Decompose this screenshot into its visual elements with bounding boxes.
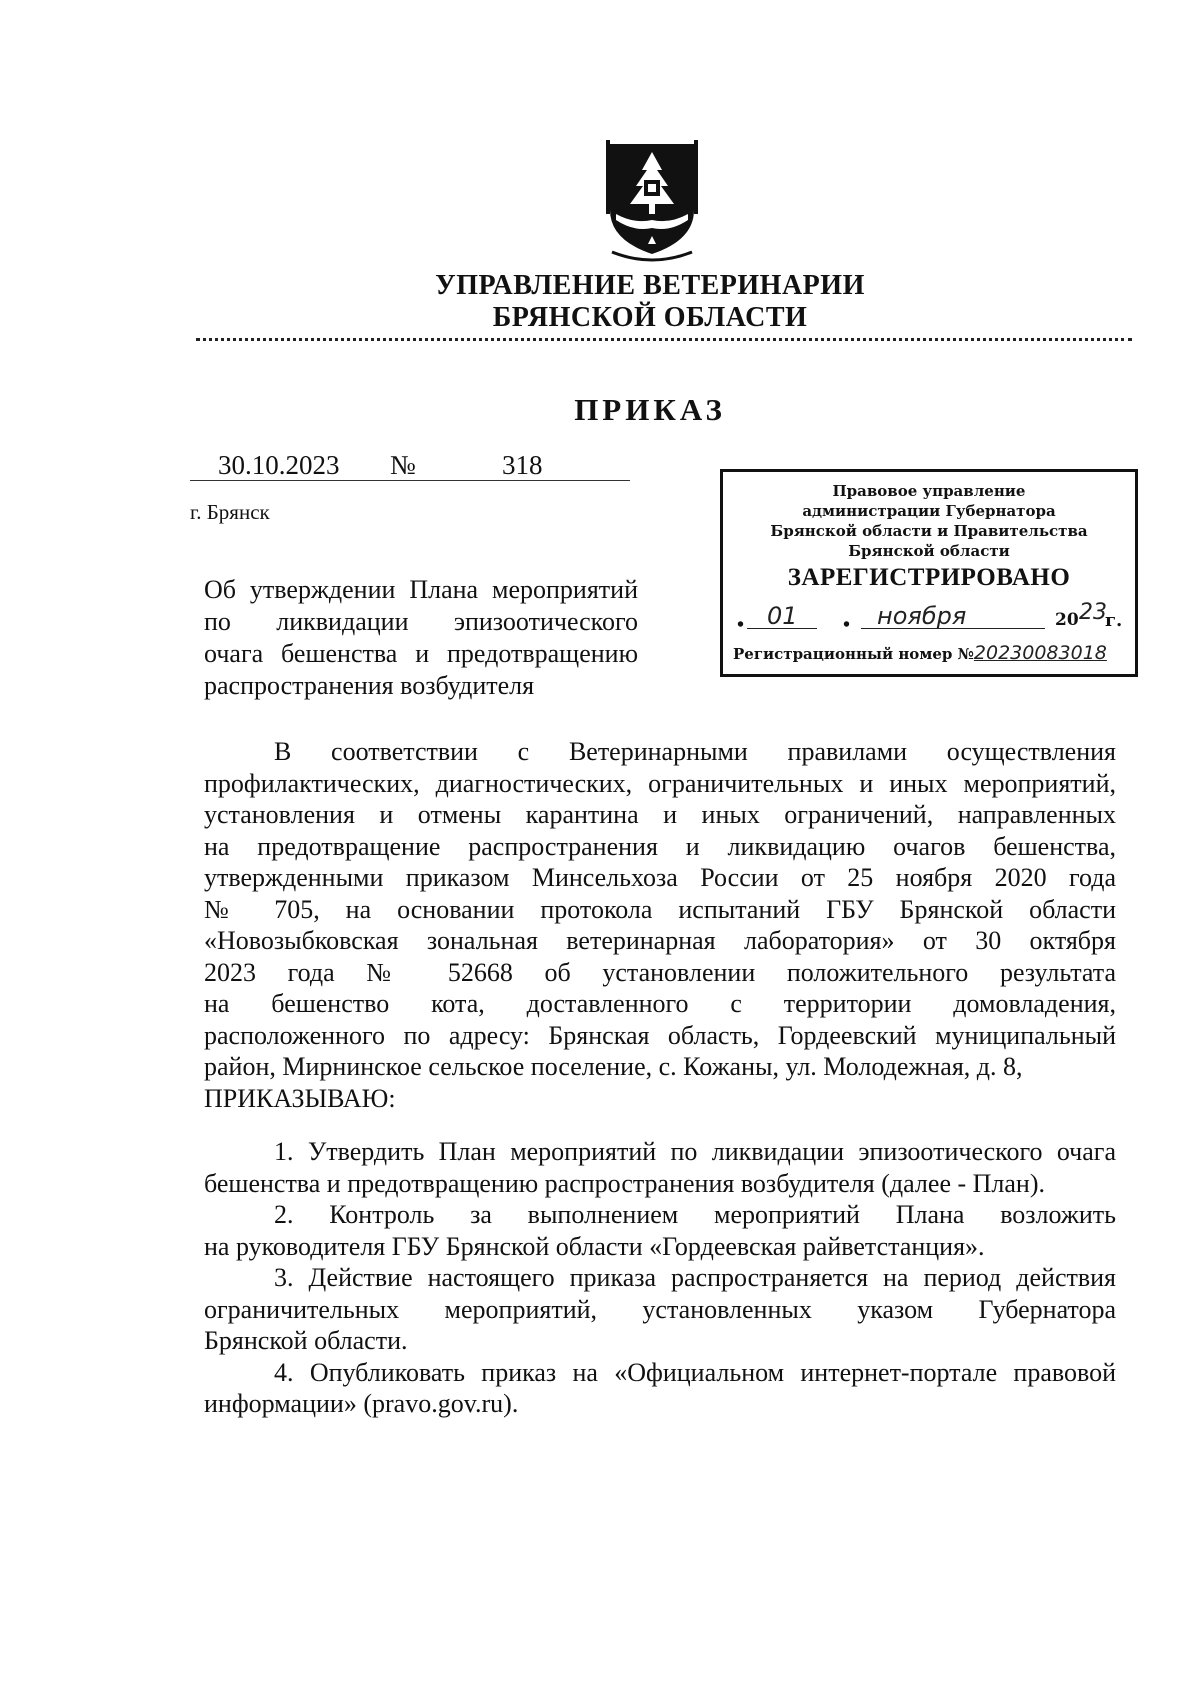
stamp-registered: ЗАРЕГИСТРИРОВАНО: [787, 564, 1071, 591]
order-item-2-line: 2. Контроль за выполнением мероприятий Плана возложить: [274, 1200, 1116, 1229]
stamp-registration-number: [733, 642, 1129, 664]
paragraph-line: ПРИКАЗЫВАЮ:: [204, 1083, 396, 1113]
stamp-day: 01: [767, 602, 798, 630]
stamp-line: администрации Губернатора: [802, 502, 1056, 520]
subject-line: распространения возбудителя: [204, 671, 535, 700]
organization-name-line2: БРЯНСКОЙ ОБЛАСТИ: [492, 302, 808, 333]
stamp-month: ноября: [877, 602, 967, 630]
stamp-date-row: • 01 • ноября 20 23 г.: [737, 600, 1123, 636]
order-item-4-line: 4. Опубликовать приказ на «Официальном интернет-портале правовой: [274, 1357, 1116, 1387]
registration-stamp: [720, 469, 1138, 677]
paragraph-line: профилактических, диагностических, ограничительных и иных мероприятий,: [204, 768, 1116, 798]
number-sign: №: [390, 450, 416, 480]
paragraph-line: утвержденными приказом Минсельхоза России от 25 ноября 2020 года: [204, 863, 1116, 892]
stamp-year-prefix: 20: [1055, 610, 1079, 630]
subject-line: Об утверждении Плана мероприятий: [204, 575, 638, 604]
stamp-regnum-value: 20230083018: [973, 642, 1107, 664]
organization-name-line1: УПРАВЛЕНИЕ ВЕТЕРИНАРИИ: [435, 270, 865, 301]
preamble-paragraph: [204, 736, 1116, 1114]
document-subject: [204, 574, 638, 702]
paragraph-line: установления и отмены карантина и иных ограничений, направленных: [204, 800, 1116, 829]
subject-line: по ликвидации эпизоотического: [204, 607, 638, 636]
document-number: 318: [502, 450, 543, 480]
order-item-1-line: бешенства и предотвращению распространения возбудителя (далее - План).: [204, 1168, 1046, 1198]
order-item-3-line: 3. Действие настоящего приказа распространяется на период действия: [274, 1263, 1116, 1292]
paragraph-line: «Новозыбковская зональная ветеринарная лаборатория» от 30 октября: [204, 926, 1116, 955]
stamp-line: Брянской области и Правительства: [770, 522, 1088, 540]
date-number-row: [190, 450, 640, 484]
paragraph-line: № 705, на основании протокола испытаний ГБУ Брянской области: [204, 894, 1116, 924]
order-items: [204, 1136, 1116, 1420]
subject-line: очага бешенства и предотвращению: [204, 639, 638, 668]
paragraph-line: 2023 года № 52668 об установлении положительного результата: [204, 957, 1116, 987]
coat-of-arms-icon: [604, 140, 700, 268]
date-number-underline: [190, 480, 630, 481]
stamp-year-unit: г.: [1105, 610, 1123, 631]
paragraph-line: на предотвращение распространения и ликвидацию очагов бешенства,: [204, 831, 1116, 861]
paragraph-line: расположенного по адресу: Брянская область, Гордеевский муниципальный: [204, 1020, 1116, 1050]
order-item-3-line: Брянской области.: [204, 1326, 408, 1355]
order-item-2-line: на руководителя ГБУ Брянской области «Гордеевская райветстанция».: [204, 1231, 985, 1261]
stamp-year-suffix: 23: [1079, 600, 1107, 625]
document-date: 30.10.2023: [218, 450, 340, 480]
header-divider: [196, 338, 1132, 341]
document-title: ПРИКАЗ: [574, 392, 726, 427]
order-item-4-line: информации» (pravo.gov.ru).: [204, 1389, 519, 1418]
order-item-3-line: ограничительных мероприятий, установленных указом Губернатора: [204, 1294, 1116, 1324]
stamp-regnum-label: Регистрационный номер №: [733, 645, 974, 663]
order-item-1-line: 1. Утвердить План мероприятий по ликвидации эпизоотического очага: [274, 1137, 1116, 1166]
paragraph-line: на бешенство кота, доставленного с территории домовладения,: [204, 989, 1116, 1018]
stamp-line: Правовое управление: [832, 482, 1026, 500]
stamp-line: Брянской области: [848, 542, 1010, 560]
paragraph-line: В соответствии с Ветеринарными правилами осуществления: [274, 737, 1116, 766]
paragraph-line: район, Мирнинское сельское поселение, с. Кожаны, ул. Молодежная, д. 8,: [204, 1052, 1023, 1081]
document-city: г. Брянск: [190, 500, 270, 524]
